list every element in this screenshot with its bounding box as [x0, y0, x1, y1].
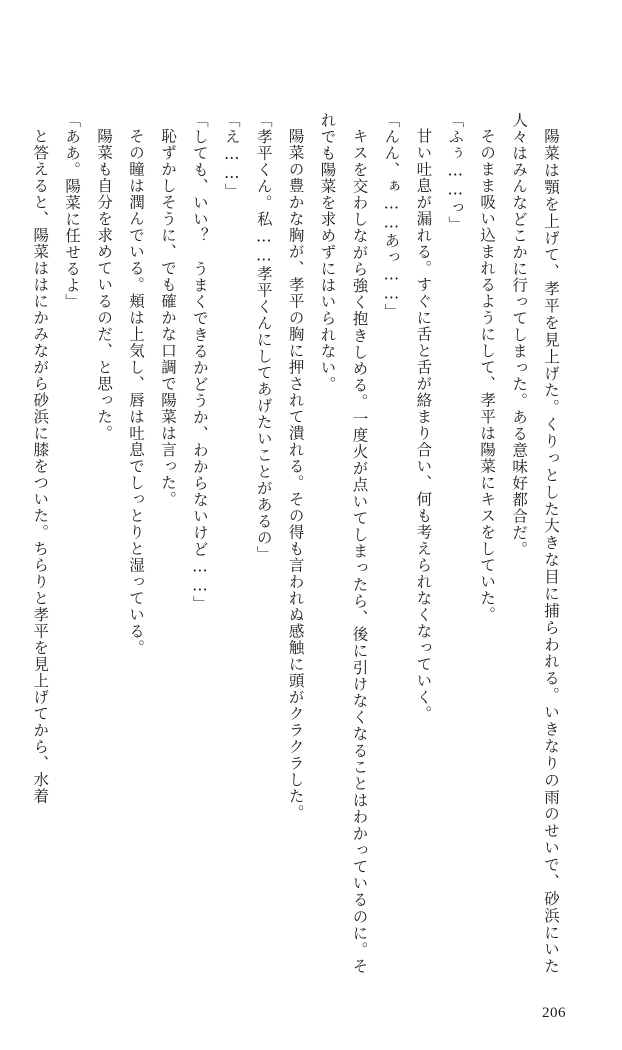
paragraph: 恥ずかしそうに、でも確かな口調で陽菜は言った。: [158, 127, 177, 507]
paragraph: と答えると、陽菜ははにかみながら砂浜に膝をついた。ちらりと孝平を見上げてから、水着: [31, 127, 50, 804]
page-body-text: [31, 112, 566, 975]
paragraph: 「孝平くん。私……孝平くんにしてあげたいことがあるの」: [254, 112, 273, 563]
paragraph: その瞳は潤んでいる。頬は上気し、唇は吐息でしっとりと湿っている。: [127, 127, 146, 656]
paragraph: 「ふぅ……っ」: [446, 112, 465, 233]
paragraph: 陽菜は顎を上げて、孝平を見上げた。くりっとした大きな目に捕らわれる。いきなりの雨のせいで、砂浜にいた人々はみんなどこかに行ってしまった。ある意味好都合だ。: [510, 112, 560, 975]
page-number: 206: [542, 1005, 566, 1021]
paragraph: 陽菜の豊かな胸が、孝平の胸に押されて潰れる。その得も言われぬ感触に頭がクラクラした。: [286, 127, 305, 821]
paragraph: そのまま吸い込まれるようにして、孝平は陽菜にキスをしていた。: [478, 127, 497, 623]
paragraph: 「ああ。陽菜に任せるよ」: [63, 112, 82, 310]
paragraph: 「んん、ぁ……あっ……」: [382, 112, 401, 320]
paragraph: 陽菜も自分を求めているのだ、と思った。: [95, 127, 114, 441]
paragraph: 甘い吐息が漏れる。すぐに舌と舌が絡まり合い、何も考えられなくなっていく。: [414, 127, 433, 722]
paragraph: キスを交わしながら強く抱きしめる。一度火が点いてしまったら、後に引けなくなることはわかっているのに。それでも陽菜を求めずにはいられない。: [318, 112, 369, 974]
paragraph: 「え……」: [222, 112, 241, 200]
paragraph: 「しても、いい？ うまくできるかどうか、わからないけど……」: [190, 112, 209, 612]
